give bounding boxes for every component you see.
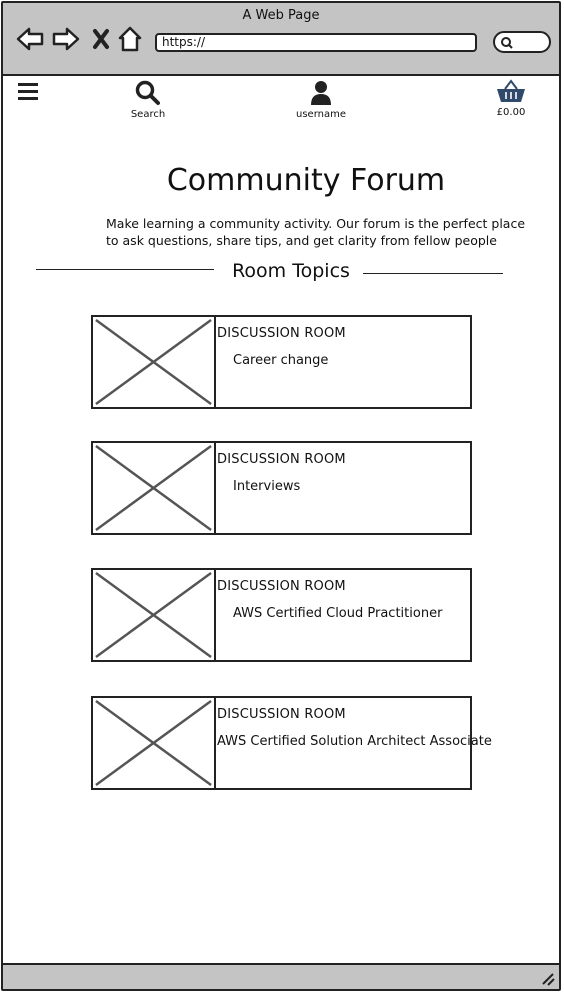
- address-bar[interactable]: https://: [155, 33, 477, 52]
- image-placeholder-icon: [93, 443, 216, 533]
- hamburger-menu-icon: [17, 80, 39, 102]
- status-bar: [3, 963, 559, 989]
- room-topic[interactable]: AWS Certified Solution Architect Associate: [217, 734, 492, 749]
- user-icon: [309, 80, 333, 106]
- forward-arrow-icon[interactable]: [51, 25, 81, 53]
- room-kicker: DISCUSSION ROOM: [217, 452, 346, 467]
- room-kicker: DISCUSSION ROOM: [217, 579, 346, 594]
- image-placeholder-icon: [93, 570, 216, 660]
- window-title: A Web Page: [242, 8, 320, 23]
- room-card[interactable]: [91, 315, 472, 409]
- image-placeholder-icon: [93, 317, 216, 407]
- user-account-button[interactable]: [291, 80, 351, 120]
- basket-icon: [495, 78, 527, 104]
- back-arrow-icon[interactable]: [15, 25, 45, 53]
- section-title: Room Topics: [232, 260, 350, 282]
- browser-window: [1, 1, 561, 991]
- room-topic[interactable]: AWS Certified Cloud Practitioner: [233, 606, 443, 621]
- browser-chrome: [3, 3, 559, 76]
- room-card[interactable]: [91, 568, 472, 662]
- search-button[interactable]: [123, 80, 173, 120]
- page-title: Community Forum: [166, 163, 446, 198]
- cart-button[interactable]: [491, 78, 531, 118]
- room-card[interactable]: [91, 441, 472, 535]
- home-icon[interactable]: [117, 25, 143, 53]
- room-kicker: DISCUSSION ROOM: [217, 707, 346, 722]
- browser-search-field[interactable]: [493, 31, 551, 53]
- room-topic[interactable]: Career change: [233, 353, 329, 368]
- resize-grip-icon[interactable]: [539, 970, 555, 986]
- intro-text: Make learning a community activity. Our forum is the perfect place to ask questions, share tips, and get clarity from fellow people: [106, 216, 526, 248]
- room-kicker: DISCUSSION ROOM: [217, 326, 346, 341]
- stop-icon[interactable]: [91, 25, 111, 53]
- username-label: username: [296, 109, 346, 120]
- section-divider-left: [36, 269, 214, 270]
- magnifier-icon: [135, 80, 161, 106]
- cart-total: £0.00: [496, 107, 526, 118]
- menu-button[interactable]: [17, 80, 39, 102]
- search-label: Search: [130, 109, 166, 120]
- image-placeholder-icon: [93, 698, 216, 788]
- search-icon: [500, 36, 514, 50]
- room-topic[interactable]: Interviews: [233, 479, 301, 494]
- room-card[interactable]: [91, 696, 492, 790]
- section-divider-right: [363, 273, 503, 274]
